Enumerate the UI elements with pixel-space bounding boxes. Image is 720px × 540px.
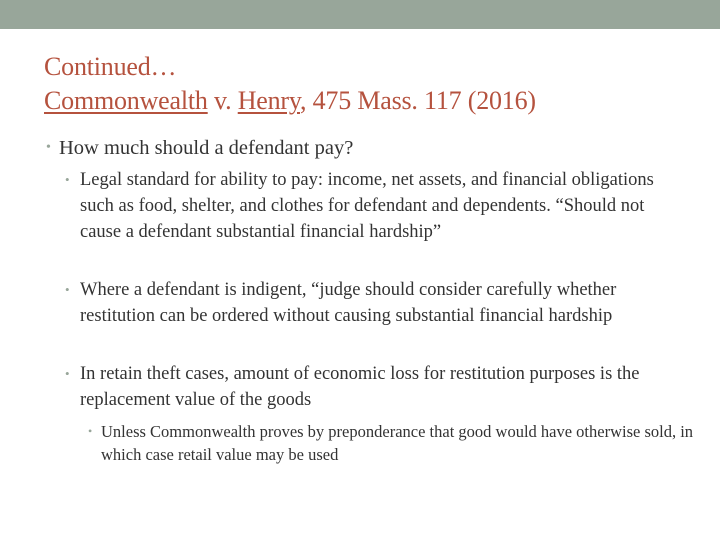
- title-line-2: [44, 84, 704, 118]
- bullet-text: Unless Commonwealth proves by preponderance that good would have otherwise sold, in which case retail value may be used: [101, 422, 694, 464]
- bullet-level2-theft: [65, 361, 685, 413]
- bullet-text: Legal standard for ability to pay: income, net assets, and financial obligations such as food, shelter, and clothes for defendant and dependents. “Should not cause a defendant substantial financial hardship”: [80, 170, 654, 242]
- header-bar: [0, 0, 720, 29]
- bullet-icon: •: [65, 282, 70, 297]
- bullet-icon: •: [88, 424, 93, 438]
- bullet-level1: [46, 135, 686, 161]
- case-citation: , 475 Mass. 117 (2016): [300, 86, 536, 115]
- case-name-commonwealth: Commonwealth: [44, 86, 208, 115]
- title-line-1: Continued…: [44, 52, 177, 81]
- case-name-henry: Henry: [237, 86, 301, 115]
- bullet-text: In retain theft cases, amount of economic loss for restitution purposes is the replacement value of the goods: [80, 364, 640, 410]
- bullet-text: How much should a defendant pay?: [59, 137, 354, 159]
- case-versus: v.: [207, 86, 238, 115]
- slide-title: [44, 50, 704, 118]
- bullet-level2-indigent: [65, 277, 685, 329]
- bullet-icon: •: [46, 140, 51, 155]
- bullet-icon: •: [65, 172, 70, 187]
- bullet-text: Where a defendant is indigent, “judge should consider carefully whether restitution can be ordered without causing substantial financial hardship: [80, 280, 617, 326]
- bullet-level2-ability: [65, 167, 685, 245]
- bullet-icon: •: [65, 366, 70, 381]
- bullet-level3-unless: [88, 420, 708, 466]
